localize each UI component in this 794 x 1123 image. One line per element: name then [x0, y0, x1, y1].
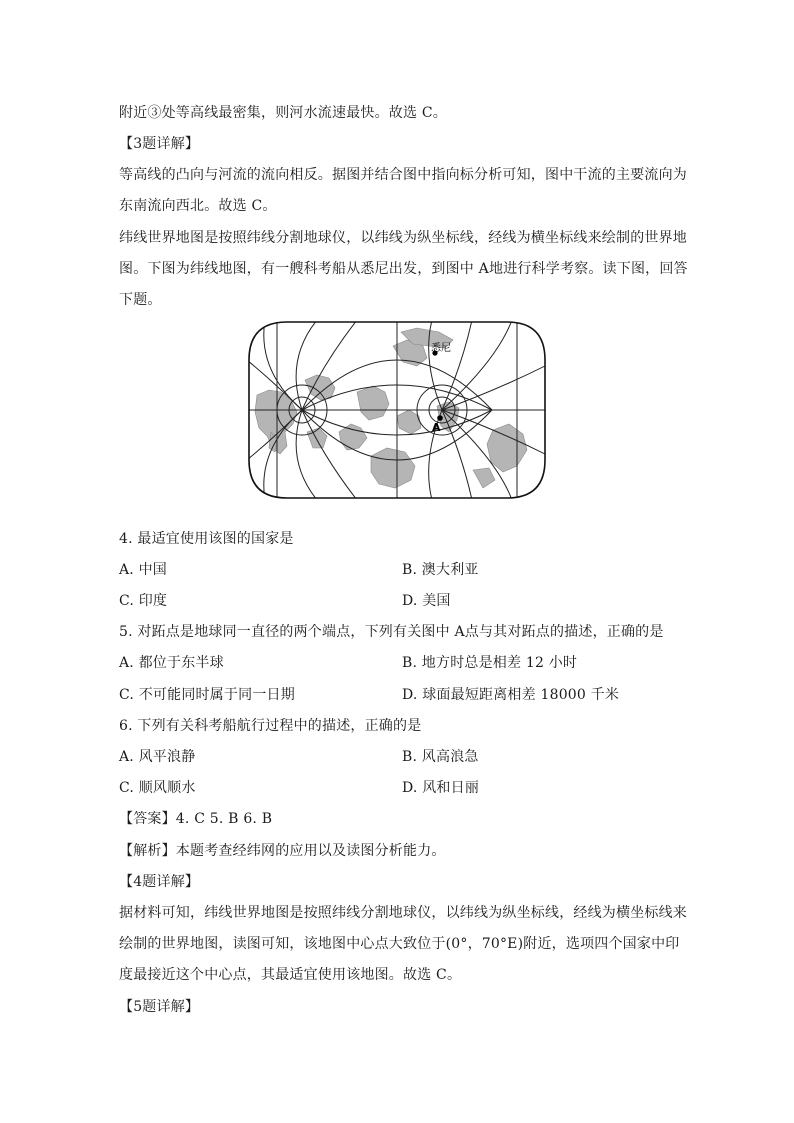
- q4-option-b: B. 澳大利亚: [402, 562, 479, 578]
- point-a-label: A: [432, 421, 441, 434]
- latitude-world-map: [247, 320, 547, 500]
- question-6-stem: 6. 下列有关科考船航行过程中的描述，正确的是: [119, 718, 422, 734]
- answer-line: 【答案】4. C 5. B 6. B: [119, 811, 273, 827]
- text-line: 据材料可知，纬线世界地图是按照纬线分割地球仪，以纬线为纵坐标线，经线为横坐标线来: [119, 905, 687, 921]
- graticule: [247, 320, 547, 500]
- text-line: 图。下图为纬线地图，有一艘科考船从悉尼出发，到图中 A地进行科学考察。读下图，回答: [119, 261, 688, 277]
- q6-option-d: D. 风和日丽: [402, 780, 480, 796]
- sydney-label: 悉尼: [431, 343, 451, 354]
- point-a-marker: [437, 415, 443, 421]
- q6-option-c: C. 顺风顺水: [119, 780, 196, 796]
- text-line: 下题。: [119, 292, 162, 308]
- q6-option-a: A. 风平浪静: [119, 749, 196, 765]
- land-masses: [255, 328, 527, 488]
- question-5-stem: 5. 对跖点是地球同一直径的两个端点，下列有关图中 A点与其对跖点的描述，正确的是: [119, 624, 664, 640]
- q5-option-c: C. 不可能同时属于同一日期: [119, 687, 295, 703]
- text-line: 等高线的凸向与河流的流向相反。据图并结合图中指向标分析可知，图中干流的主要流向为: [119, 167, 687, 183]
- section-heading-q3: 【3题详解】: [119, 136, 200, 152]
- text-line: 纬线世界地图是按照纬线分割地球仪，以纬线为纵坐标线，经线为横坐标线来绘制的世界地: [119, 230, 687, 246]
- text-line: 附近③处等高线最密集，则河水流速最快。故选 C。: [119, 105, 447, 121]
- q5-option-b: B. 地方时总是相差 12 小时: [402, 655, 578, 671]
- analysis-line: 【解析】本题考查经纬网的应用以及读图分析能力。: [119, 843, 446, 859]
- section-heading-q4: 【4题详解】: [119, 874, 200, 890]
- section-heading-q5: 【5题详解】: [119, 999, 200, 1015]
- question-4-stem: 4. 最适宜使用该图的国家是: [119, 531, 294, 547]
- q6-option-b: B. 风高浪急: [402, 749, 479, 765]
- q5-option-a: A. 都位于东半球: [119, 655, 224, 671]
- q5-option-d: D. 球面最短距离相差 18000 千米: [402, 687, 620, 703]
- text-line: 度最接近这个中心点，其最适宜使用该地图。故选 C。: [119, 967, 462, 983]
- text-line: 东南流向西北。故选 C。: [119, 198, 277, 214]
- q4-option-c: C. 印度: [119, 593, 168, 609]
- text-line: 绘制的世界地图，读图可知，该地图中心点大致位于(0°，70°E)附近，选项四个国家中印: [119, 936, 680, 952]
- q4-option-a: A. 中国: [119, 562, 168, 578]
- q4-option-d: D. 美国: [402, 593, 451, 609]
